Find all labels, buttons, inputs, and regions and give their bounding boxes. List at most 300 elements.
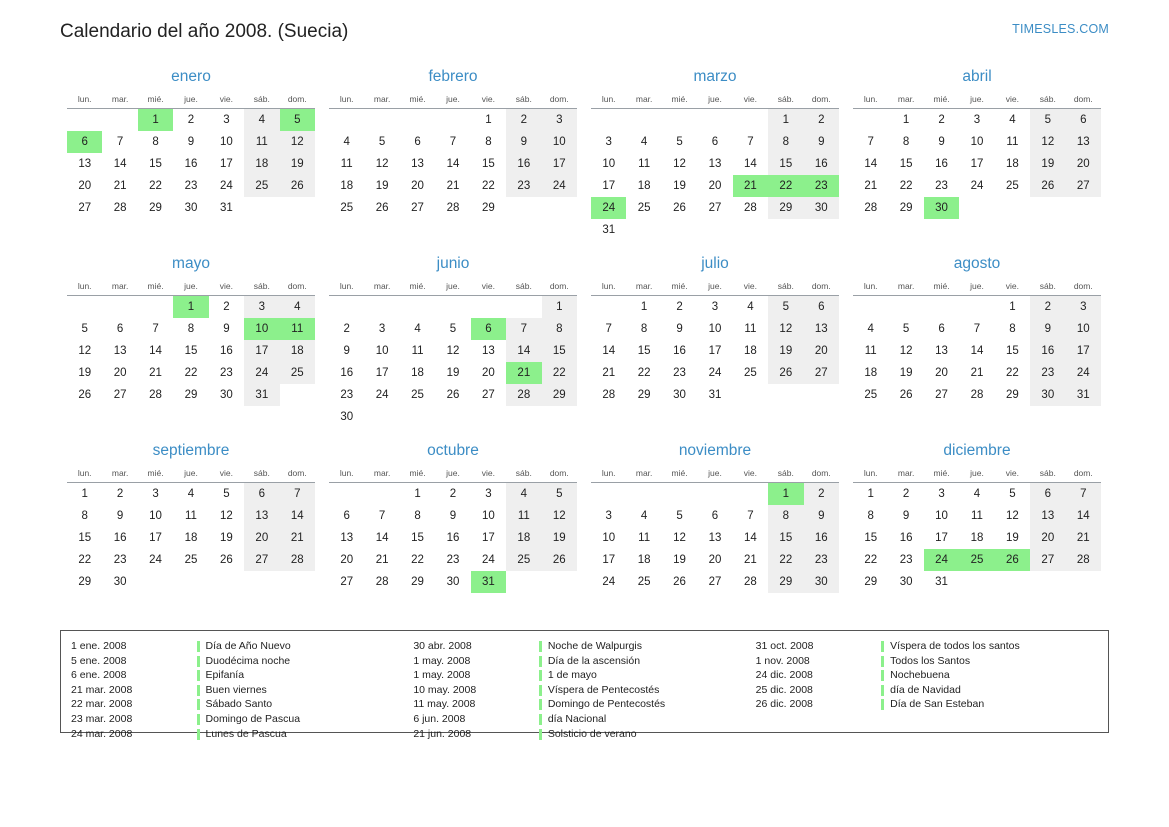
day-cell[interactable]: 6 [116,323,124,335]
day-cell[interactable]: 28 [375,576,389,588]
day-cell[interactable]: 30 [220,389,233,401]
day-cell[interactable]: 7 [747,136,754,148]
day-cell[interactable]: 28 [744,576,757,588]
day-cell[interactable]: 13 [78,158,92,170]
day-cell[interactable]: 29 [899,202,913,214]
day-cell[interactable]: 5 [449,323,457,335]
day-cell[interactable]: 3 [605,136,612,148]
day-cell-holiday[interactable]: 31 [471,571,506,593]
day-cell[interactable]: 16 [506,153,541,175]
day-cell[interactable]: 24 [542,175,577,197]
day-cell[interactable]: 3 [1066,296,1101,319]
day-cell[interactable]: 26 [375,202,389,214]
day-cell[interactable]: 3 [223,114,230,126]
day-cell[interactable]: 24 [375,389,389,401]
day-cell[interactable]: 16 [340,367,354,379]
day-cell[interactable]: 9 [804,131,839,153]
day-cell[interactable]: 21 [602,367,616,379]
day-cell[interactable]: 22 [184,367,198,379]
day-cell[interactable]: 20 [244,527,279,549]
day-cell[interactable]: 8 [542,318,577,340]
day-cell[interactable]: 25 [244,175,279,197]
day-cell[interactable]: 30 [804,571,839,593]
day-cell[interactable]: 20 [1066,153,1101,175]
day-cell[interactable]: 4 [640,136,648,148]
day-cell[interactable]: 14 [113,158,127,170]
day-cell[interactable]: 12 [673,158,686,170]
day-cell-holiday[interactable]: 21 [506,362,541,384]
day-cell[interactable]: 17 [149,532,162,544]
day-cell[interactable]: 9 [938,136,945,148]
day-cell[interactable]: 29 [768,197,803,219]
day-cell[interactable]: 30 [446,576,460,588]
day-cell[interactable]: 31 [935,576,948,588]
day-cell[interactable]: 7 [867,136,874,148]
day-cell[interactable]: 20 [708,554,722,566]
day-cell[interactable]: 6 [804,296,839,319]
day-cell[interactable]: 2 [902,488,910,500]
day-cell[interactable]: 28 [506,384,541,406]
day-cell[interactable]: 15 [411,532,424,544]
day-cell[interactable]: 12 [899,345,913,357]
day-cell[interactable]: 21 [375,554,389,566]
day-cell[interactable]: 7 [1066,483,1101,506]
day-cell[interactable]: 8 [81,510,88,522]
day-cell[interactable]: 8 [187,323,195,335]
day-cell-holiday[interactable]: 23 [804,175,839,197]
day-cell[interactable]: 2 [804,483,839,506]
day-cell[interactable]: 20 [1030,527,1065,549]
day-cell[interactable]: 23 [899,554,913,566]
day-cell[interactable]: 14 [149,345,162,357]
day-cell[interactable]: 14 [446,158,460,170]
day-cell[interactable]: 1 [640,301,648,313]
day-cell[interactable]: 16 [1030,340,1065,362]
day-cell[interactable]: 28 [970,389,984,401]
day-cell[interactable]: 17 [935,532,948,544]
day-cell[interactable]: 18 [970,532,984,544]
day-cell[interactable]: 10 [149,510,162,522]
day-cell[interactable]: 16 [935,158,948,170]
day-cell-holiday[interactable]: 1 [138,109,173,132]
day-cell[interactable]: 27 [935,389,948,401]
day-cell[interactable]: 3 [378,323,386,335]
day-cell[interactable]: 9 [116,510,124,522]
day-cell[interactable]: 28 [149,389,162,401]
day-cell[interactable]: 24 [708,367,722,379]
day-cell[interactable]: 7 [449,136,457,148]
day-cell[interactable]: 16 [113,532,127,544]
day-cell[interactable]: 19 [1030,153,1065,175]
day-cell[interactable]: 1 [768,109,803,132]
day-cell[interactable]: 22 [1006,367,1019,379]
day-cell[interactable]: 8 [414,510,421,522]
day-cell[interactable]: 23 [1030,362,1065,384]
day-cell[interactable]: 29 [78,576,92,588]
day-cell[interactable]: 6 [938,323,945,335]
day-cell[interactable]: 25 [280,362,315,384]
day-cell[interactable]: 16 [899,532,913,544]
day-cell[interactable]: 22 [768,549,803,571]
day-cell[interactable]: 19 [375,180,389,192]
day-cell[interactable]: 20 [804,340,839,362]
day-cell[interactable]: 26 [446,389,460,401]
day-cell[interactable]: 18 [1006,158,1019,170]
day-cell[interactable]: 22 [542,362,577,384]
day-cell[interactable]: 1 [1009,301,1016,313]
day-cell[interactable]: 8 [1009,323,1016,335]
day-cell[interactable]: 8 [768,505,803,527]
day-cell[interactable]: 7 [280,483,315,506]
day-cell[interactable]: 22 [482,180,495,192]
day-cell[interactable]: 7 [378,510,386,522]
day-cell[interactable]: 8 [485,136,492,148]
day-cell[interactable]: 9 [506,131,541,153]
day-cell[interactable]: 19 [446,367,460,379]
day-cell[interactable]: 20 [708,180,722,192]
day-cell[interactable]: 14 [970,345,984,357]
day-cell[interactable]: 11 [971,510,983,522]
day-cell[interactable]: 31 [244,384,279,406]
day-cell[interactable]: 7 [152,323,159,335]
day-cell[interactable]: 4 [414,323,421,335]
day-cell[interactable]: 11 [244,131,279,153]
day-cell-holiday[interactable]: 6 [67,131,102,153]
day-cell[interactable]: 15 [542,340,577,362]
day-cell[interactable]: 23 [184,180,198,192]
day-cell[interactable]: 23 [804,549,839,571]
day-cell[interactable]: 13 [411,158,424,170]
day-cell[interactable]: 7 [506,318,541,340]
day-cell[interactable]: 27 [411,202,424,214]
day-cell[interactable]: 8 [867,510,874,522]
day-cell[interactable]: 17 [602,554,616,566]
day-cell[interactable]: 29 [411,576,424,588]
day-cell[interactable]: 24 [482,554,495,566]
day-cell[interactable]: 19 [220,532,233,544]
day-cell[interactable]: 29 [149,202,162,214]
day-cell[interactable]: 4 [867,323,874,335]
day-cell[interactable]: 17 [602,180,616,192]
day-cell[interactable]: 28 [864,202,878,214]
day-cell[interactable]: 4 [187,488,195,500]
day-cell-holiday[interactable]: 10 [244,318,279,340]
day-cell[interactable]: 28 [1066,549,1101,571]
day-cell[interactable]: 11 [506,505,541,527]
day-cell[interactable]: 10 [970,136,984,148]
day-cell[interactable]: 27 [1030,549,1065,571]
day-cell[interactable]: 20 [113,367,127,379]
day-cell-holiday[interactable]: 24 [924,549,959,571]
day-cell[interactable]: 31 [708,389,722,401]
day-cell[interactable]: 12 [280,131,315,153]
day-cell[interactable]: 1 [414,488,421,500]
day-cell[interactable]: 3 [152,488,159,500]
day-cell[interactable]: 7 [747,510,754,522]
day-cell[interactable]: 22 [411,554,424,566]
day-cell[interactable]: 25 [864,389,878,401]
day-cell[interactable]: 15 [637,345,651,357]
day-cell[interactable]: 21 [744,554,757,566]
day-cell[interactable]: 4 [343,136,350,148]
day-cell[interactable]: 29 [184,389,198,401]
day-cell[interactable]: 17 [375,367,389,379]
day-cell[interactable]: 5 [902,323,910,335]
day-cell[interactable]: 23 [935,180,948,192]
day-cell[interactable]: 2 [187,114,195,126]
day-cell[interactable]: 16 [673,345,686,357]
day-cell[interactable]: 10 [482,510,495,522]
day-cell[interactable]: 21 [149,367,162,379]
day-cell[interactable]: 10 [375,345,389,357]
day-cell[interactable]: 6 [1066,109,1101,132]
day-cell[interactable]: 11 [1006,136,1019,148]
day-cell[interactable]: 14 [280,505,315,527]
day-cell[interactable]: 13 [708,532,722,544]
day-cell[interactable]: 12 [446,345,460,357]
day-cell-holiday[interactable]: 6 [471,318,506,340]
day-cell[interactable]: 13 [482,345,495,357]
day-cell[interactable]: 18 [280,340,315,362]
day-cell[interactable]: 18 [864,367,878,379]
day-cell[interactable]: 9 [804,505,839,527]
day-cell[interactable]: 27 [708,202,722,214]
day-cell[interactable]: 19 [768,340,803,362]
day-cell[interactable]: 3 [973,114,981,126]
day-cell[interactable]: 29 [637,389,651,401]
day-cell[interactable]: 9 [343,345,350,357]
day-cell[interactable]: 6 [343,510,350,522]
day-cell[interactable]: 5 [378,136,386,148]
day-cell[interactable]: 11 [864,345,877,357]
day-cell[interactable]: 14 [1066,505,1101,527]
day-cell[interactable]: 16 [804,153,839,175]
day-cell[interactable]: 12 [375,158,389,170]
day-cell[interactable]: 27 [482,389,495,401]
day-cell[interactable]: 5 [1009,488,1016,500]
day-cell[interactable]: 5 [768,296,803,319]
day-cell[interactable]: 3 [938,488,945,500]
day-cell[interactable]: 17 [708,345,722,357]
day-cell[interactable]: 20 [340,554,354,566]
day-cell[interactable]: 9 [902,510,910,522]
day-cell[interactable]: 20 [482,367,495,379]
day-cell[interactable]: 11 [744,323,757,335]
day-cell[interactable]: 24 [1066,362,1101,384]
day-cell[interactable]: 14 [744,532,757,544]
day-cell[interactable]: 12 [673,532,686,544]
day-cell[interactable]: 23 [446,554,460,566]
day-cell[interactable]: 18 [637,180,651,192]
day-cell[interactable]: 6 [414,136,421,148]
day-cell-holiday[interactable]: 24 [591,197,626,219]
day-cell[interactable]: 29 [768,571,803,593]
day-cell-holiday[interactable]: 11 [280,318,315,340]
day-cell[interactable]: 5 [676,510,683,522]
day-cell[interactable]: 15 [864,532,878,544]
day-cell[interactable]: 6 [1030,483,1065,506]
day-cell[interactable]: 4 [640,510,648,522]
day-cell[interactable]: 15 [184,345,198,357]
day-cell[interactable]: 8 [768,131,803,153]
day-cell[interactable]: 9 [223,323,230,335]
day-cell[interactable]: 18 [184,532,198,544]
day-cell[interactable]: 22 [78,554,92,566]
day-cell-holiday[interactable]: 1 [768,483,803,506]
day-cell[interactable]: 15 [1006,345,1019,357]
day-cell[interactable]: 10 [220,136,233,148]
day-cell[interactable]: 11 [638,158,651,170]
day-cell[interactable]: 18 [411,367,424,379]
day-cell[interactable]: 28 [446,202,460,214]
day-cell[interactable]: 5 [81,323,88,335]
day-cell[interactable]: 8 [902,136,910,148]
day-cell[interactable]: 28 [602,389,616,401]
day-cell-holiday[interactable]: 22 [768,175,803,197]
day-cell[interactable]: 30 [804,197,839,219]
day-cell[interactable]: 14 [864,158,878,170]
day-cell[interactable]: 8 [152,136,159,148]
day-cell[interactable]: 26 [220,554,233,566]
day-cell[interactable]: 27 [113,389,127,401]
day-cell[interactable]: 16 [446,532,460,544]
day-cell[interactable]: 13 [340,532,354,544]
day-cell[interactable]: 15 [149,158,162,170]
day-cell[interactable]: 25 [637,576,651,588]
day-cell[interactable]: 27 [1066,175,1101,197]
day-cell[interactable]: 26 [280,175,315,197]
day-cell[interactable]: 10 [602,532,616,544]
day-cell[interactable]: 21 [113,180,127,192]
day-cell[interactable]: 30 [340,411,354,423]
day-cell[interactable]: 10 [542,131,577,153]
day-cell[interactable]: 21 [864,180,878,192]
day-cell[interactable]: 10 [1066,318,1101,340]
day-cell[interactable]: 14 [744,158,757,170]
day-cell-holiday[interactable]: 26 [995,549,1030,571]
day-cell[interactable]: 23 [673,367,686,379]
day-cell[interactable]: 26 [768,362,803,384]
day-cell[interactable]: 19 [78,367,92,379]
day-cell[interactable]: 20 [935,367,948,379]
day-cell[interactable]: 16 [804,527,839,549]
day-cell[interactable]: 24 [602,576,616,588]
day-cell[interactable]: 26 [673,576,686,588]
day-cell[interactable]: 14 [602,345,616,357]
day-cell[interactable]: 15 [768,527,803,549]
day-cell[interactable]: 30 [673,389,686,401]
day-cell[interactable]: 12 [220,510,233,522]
day-cell[interactable]: 25 [506,549,541,571]
day-cell[interactable]: 23 [340,389,354,401]
day-cell[interactable]: 23 [506,175,541,197]
day-cell[interactable]: 24 [220,180,233,192]
day-cell[interactable]: 5 [223,488,230,500]
day-cell[interactable]: 27 [244,549,279,571]
day-cell[interactable]: 21 [446,180,460,192]
day-cell[interactable]: 8 [640,323,648,335]
day-cell[interactable]: 19 [899,367,913,379]
day-cell-holiday[interactable]: 25 [959,549,994,571]
day-cell[interactable]: 6 [244,483,279,506]
day-cell[interactable]: 11 [638,532,651,544]
day-cell[interactable]: 26 [542,549,577,571]
day-cell[interactable]: 1 [81,488,88,500]
day-cell[interactable]: 3 [605,510,612,522]
day-cell[interactable]: 2 [804,109,839,132]
day-cell[interactable]: 20 [411,180,424,192]
day-cell[interactable]: 21 [1066,527,1101,549]
day-cell[interactable]: 4 [1009,114,1016,126]
day-cell[interactable]: 18 [340,180,354,192]
day-cell[interactable]: 22 [637,367,651,379]
day-cell[interactable]: 2 [938,114,945,126]
day-cell[interactable]: 7 [605,323,612,335]
day-cell[interactable]: 15 [78,532,92,544]
day-cell[interactable]: 12 [1006,510,1019,522]
day-cell[interactable]: 9 [449,510,457,522]
day-cell[interactable]: 21 [970,367,984,379]
day-cell[interactable]: 20 [78,180,92,192]
day-cell[interactable]: 1 [902,114,910,126]
day-cell[interactable]: 5 [1030,109,1065,132]
day-cell[interactable]: 19 [673,180,686,192]
day-cell[interactable]: 9 [676,323,683,335]
day-cell[interactable]: 11 [411,345,424,357]
day-cell[interactable]: 24 [149,554,162,566]
day-cell[interactable]: 6 [711,136,719,148]
day-cell[interactable]: 12 [1030,131,1065,153]
day-cell[interactable]: 23 [220,367,233,379]
day-cell[interactable]: 14 [506,340,541,362]
site-brand[interactable]: TIMESLES.COM [1012,22,1109,36]
day-cell-holiday[interactable]: 5 [280,109,315,132]
day-cell[interactable]: 1 [867,488,874,500]
day-cell[interactable]: 10 [602,158,616,170]
day-cell[interactable]: 27 [78,202,92,214]
day-cell[interactable]: 12 [78,345,92,357]
day-cell[interactable]: 15 [768,153,803,175]
day-cell[interactable]: 18 [244,153,279,175]
day-cell[interactable]: 10 [935,510,948,522]
day-cell[interactable]: 18 [744,345,757,357]
day-cell[interactable]: 18 [637,554,651,566]
day-cell[interactable]: 3 [485,488,492,500]
day-cell[interactable]: 9 [1030,318,1065,340]
day-cell[interactable]: 24 [244,362,279,384]
day-cell[interactable]: 2 [449,488,457,500]
day-cell[interactable]: 31 [220,202,233,214]
day-cell[interactable]: 21 [280,527,315,549]
day-cell[interactable]: 17 [970,158,984,170]
day-cell[interactable]: 14 [375,532,389,544]
day-cell[interactable]: 4 [244,109,279,132]
day-cell[interactable]: 3 [244,296,279,319]
day-cell[interactable]: 7 [116,136,124,148]
day-cell[interactable]: 25 [637,202,651,214]
day-cell[interactable]: 25 [184,554,198,566]
day-cell[interactable]: 17 [244,340,279,362]
day-cell[interactable]: 2 [343,323,350,335]
day-cell[interactable]: 31 [602,224,616,236]
day-cell[interactable]: 17 [220,158,233,170]
day-cell[interactable]: 15 [899,158,913,170]
day-cell[interactable]: 13 [1066,131,1101,153]
day-cell[interactable]: 29 [1006,389,1019,401]
day-cell[interactable]: 4 [280,296,315,319]
day-cell[interactable]: 30 [899,576,913,588]
day-cell[interactable]: 2 [223,301,230,313]
